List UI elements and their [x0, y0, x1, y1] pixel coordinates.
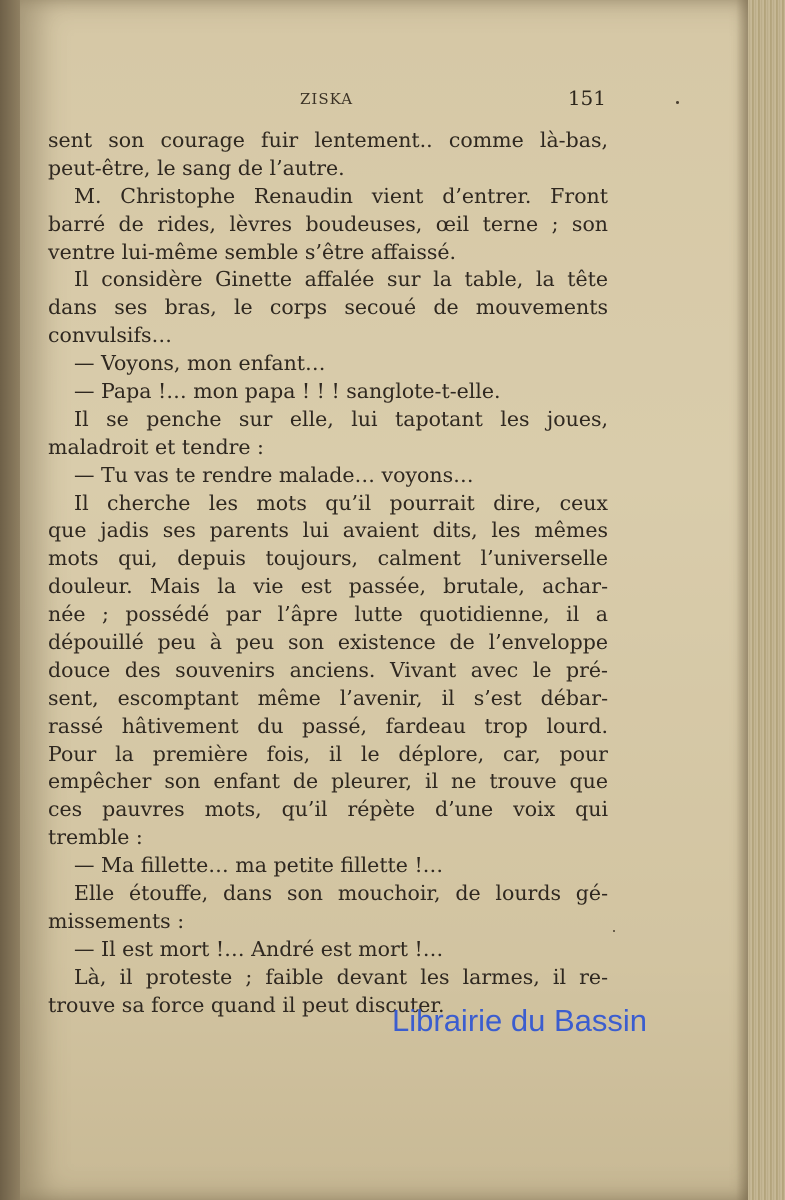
page-number: 151 — [567, 86, 606, 110]
stacked-page-edges — [748, 0, 785, 1200]
text-line: dépouillé peu à peu son existence de l’enveloppe — [48, 630, 608, 655]
running-head — [48, 88, 608, 118]
text-line: Il considère Ginette affalée sur la table, la tête — [74, 267, 608, 292]
text-line: barré de rides, lèvres boudeuses, œil terne ; son — [48, 211, 608, 236]
text-line: trouve sa force quand il peut discuter. — [48, 992, 445, 1017]
text-line: Elle étouffe, dans son mouchoir, de lourds gé- — [74, 881, 608, 906]
text-line: — Ma fillette… ma petite fillette !… — [74, 853, 444, 878]
text-line: — Voyons, mon enfant… — [74, 351, 326, 376]
text-line: missements : — [48, 908, 185, 933]
ink-speck — [676, 101, 679, 104]
text-line: — Il est mort !… André est mort !… — [74, 936, 444, 961]
text-line: — Tu vas te rendre malade… voyons… — [74, 462, 474, 487]
ink-speck — [613, 930, 615, 932]
body-text — [48, 127, 608, 1020]
text-line: ces pauvres mots, qu’il répète d’une voix qui — [48, 797, 608, 822]
text-line: tremble : — [48, 825, 143, 850]
text-line: empêcher son enfant de pleurer, il ne trouve que — [48, 769, 608, 794]
watermark-overlay: Librairie du Bassin — [392, 1003, 648, 1038]
text-line: peut-être, le sang de l’autre. — [48, 155, 345, 180]
text-line: mots qui, depuis toujours, calment l’universelle — [48, 546, 608, 571]
text-line: douleur. Mais la vie est passée, brutale, achar- — [48, 574, 608, 599]
text-line: Pour la première fois, il le déplore, car, pour — [48, 741, 608, 766]
text-line: douce des souvenirs anciens. Vivant avec le pré- — [48, 657, 608, 682]
text-line: maladroit et tendre : — [48, 434, 264, 459]
text-line: sent son courage fuir lentement.. comme là-bas, — [48, 128, 608, 152]
text-line: convulsifs… — [48, 323, 173, 348]
text-line: que jadis ses parents lui avaient dits, les mêmes — [48, 518, 608, 543]
text-line: — Papa !… mon papa ! ! ! sanglote-t-elle. — [74, 379, 501, 404]
text-line: Là, il proteste ; faible devant les larmes, il re- — [74, 964, 608, 989]
text-line: rassé hâtivement du passé, fardeau trop lourd. — [48, 713, 608, 738]
text-line: née ; possédé par l’âpre lutte quotidienne, il a — [48, 602, 608, 627]
text-line: Il se penche sur elle, lui tapotant les joues, — [74, 406, 608, 431]
text-line: ventre lui-même semble s’être affaissé. — [48, 239, 457, 264]
text-line: M. Christophe Renaudin vient d’entrer. Front — [74, 183, 608, 208]
running-title: ZISKA — [300, 90, 354, 108]
text-line: Il cherche les mots qu’il pourrait dire, ceux — [74, 490, 608, 515]
text-line: sent, escomptant même l’avenir, il s’est débar- — [48, 685, 608, 710]
text-line: dans ses bras, le corps secoué de mouvements — [48, 295, 608, 320]
